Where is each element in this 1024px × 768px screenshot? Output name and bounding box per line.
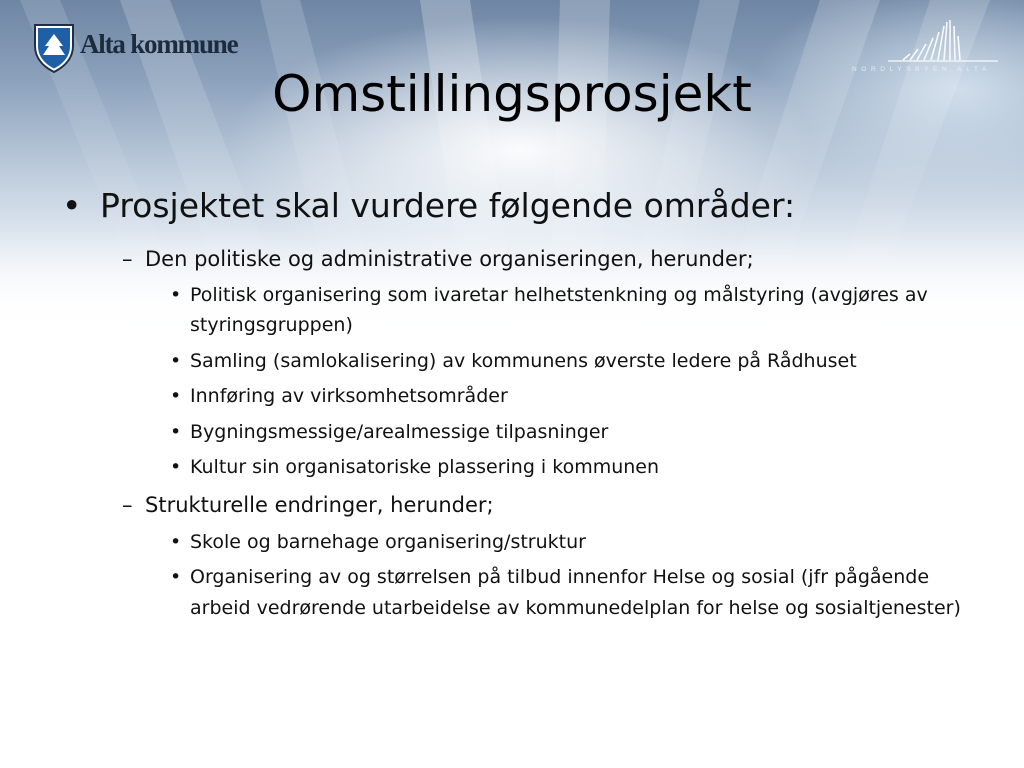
- page-title: Omstillingsprosjekt: [272, 65, 752, 123]
- bullet-marker: •: [170, 566, 182, 589]
- list-item-text: Samling (samlokalisering) av kommunens øverste ledere på Rådhuset: [190, 349, 857, 372]
- bullet-content: [58, 186, 968, 631]
- list-item: [166, 381, 968, 411]
- list-item: [166, 452, 968, 482]
- section-organisering: [58, 244, 968, 483]
- section-heading: [122, 244, 968, 274]
- bullet-marker: •: [170, 349, 182, 372]
- brand-tagline: NORDLYSBYEN ALTA: [852, 66, 991, 73]
- dash-marker: –: [122, 246, 133, 271]
- list-item-text: Organisering av og størrelsen på tilbud innenfor Helse og sosial (jfr pågående arbeid vedrørende utarbeidelse av kommunedelplan for helse og sosialtjenester): [190, 566, 961, 619]
- bullet-marker: •: [170, 385, 182, 408]
- list-item-text: Kultur sin organisatoriske plassering i kommunen: [190, 455, 660, 478]
- bullet-marker: •: [170, 455, 182, 478]
- main-bullet-text: Prosjektet skal vurdere følgende områder:: [100, 186, 796, 225]
- list-item: [166, 280, 968, 341]
- bullet-marker: •: [170, 284, 182, 307]
- list-item-text: Bygningsmessige/arealmessige tilpasninger: [190, 420, 609, 443]
- list-item: [166, 417, 968, 447]
- dash-marker: –: [122, 493, 133, 518]
- list-item-text: Innføring av virksomhetsområder: [190, 385, 508, 408]
- section-strukturelle: [58, 490, 968, 623]
- bullet-marker: •: [62, 186, 82, 225]
- list-item: [166, 346, 968, 376]
- list-item: [166, 562, 968, 623]
- section-heading-text: Strukturelle endringer, herunder;: [145, 493, 494, 518]
- list-item-text: Politisk organisering som ivaretar helhetstenkning og målstyring (avgjøres av styringsgruppen): [190, 284, 928, 337]
- list-item-text: Skole og barnehage organisering/struktur: [190, 530, 586, 553]
- list-item: [166, 527, 968, 557]
- main-bullet: [58, 186, 968, 226]
- bullet-marker: •: [170, 530, 182, 553]
- section-heading-text: Den politiske og administrative organiseringen, herunder;: [145, 246, 754, 271]
- logo-text: Alta kommune: [80, 29, 238, 59]
- bullet-marker: •: [170, 420, 182, 443]
- section-heading: [122, 490, 968, 520]
